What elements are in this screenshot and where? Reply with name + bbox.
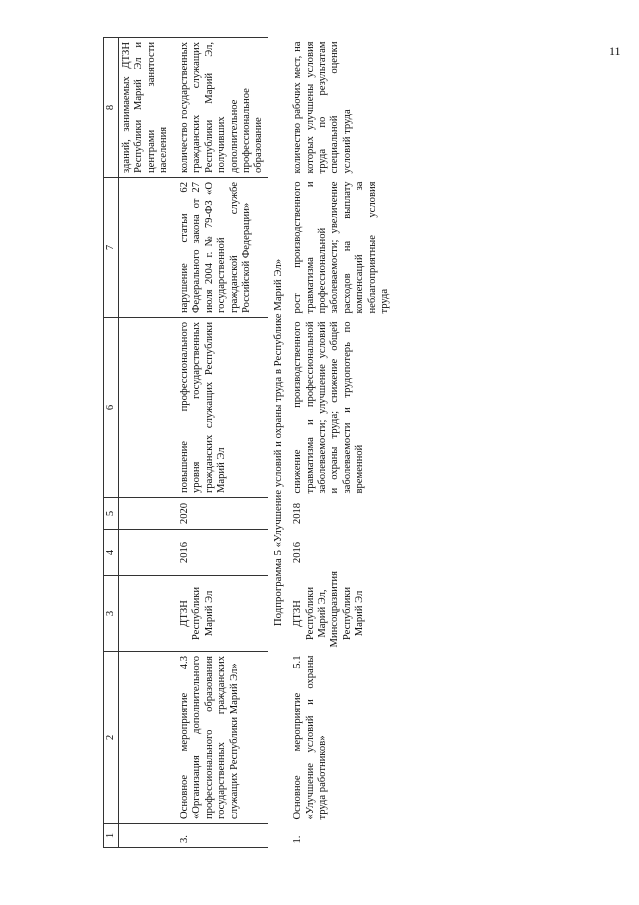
end-year: 2020 <box>177 498 268 530</box>
header-col-5: 5 <box>104 498 119 530</box>
expected-result: повышение профессионального уровня государственных гражданских служащих Республики Марий Эл <box>177 318 268 498</box>
subprogram-title: Подпрограмма 5 «Улучшение условий и охраны труда в Республике Марий Эл» <box>271 258 284 627</box>
executor: ДТЗН Республики Марий Эл, Минсоцразвития Республики Марий Эл <box>292 571 366 648</box>
table-row <box>290 38 393 848</box>
header-col-8: 8 <box>104 38 119 178</box>
page-number: 11 <box>609 44 621 58</box>
header-col-3: 3 <box>104 576 119 652</box>
rotated-table-sheet <box>103 38 543 848</box>
row-number: 1. <box>292 835 304 844</box>
consequences: рост производственного травматизма и профессиональной заболеваемости; увеличение расходов на выплату компенсаций за неблагоприятные условия труда <box>292 181 391 314</box>
indicator: количество рабочих мест, на которых улучшены условия труда по результатам специальной оценки условий труда <box>292 41 353 174</box>
row-number: 3. <box>177 824 268 848</box>
measures-table <box>103 37 394 848</box>
header-col-6: 6 <box>104 318 119 498</box>
consequences: нарушение статьи 62 Федерального закона от 27 июля 2004 г. № 79-ФЗ «О государственной гражданской службе Российской Федерации» <box>177 178 268 318</box>
header-col-2: 2 <box>104 652 119 824</box>
header-row <box>104 38 119 848</box>
start-year: 2016 <box>292 541 304 564</box>
indicator: количество государственных гражданских служащих Республики Марий Эл, получивших дополнительное профессиональное образование <box>177 38 268 178</box>
measure-name: Основное мероприятие 5.1 «Улучшение условий и охраны труда работников» <box>292 655 329 820</box>
end-year: 2018 <box>292 502 304 525</box>
header-col-7: 7 <box>104 178 119 318</box>
subprogram-row <box>268 38 290 848</box>
executor: ДТЗН Республики Марий Эл <box>177 576 268 652</box>
continuation-row <box>119 38 178 848</box>
continuation-indicator: зданий, занимаемых ДТЗН Республики Марий Эл и центрами занятости населения <box>119 38 178 178</box>
header-col-4: 4 <box>104 530 119 576</box>
header-col-1: 1 <box>104 824 119 848</box>
start-year: 2016 <box>177 530 268 576</box>
measure-name: Основное мероприятие 4.3 «Организация дополнительного профессионального образования государственных гражданских служащих Республики Марий Эл» <box>177 652 268 824</box>
expected-result: снижение производственного травматизма и профессиональной заболеваемости; улучшение условий и охраны труда; снижение общей заболеваемости и трудопотерь по временной <box>292 321 366 494</box>
table-row <box>177 38 268 848</box>
